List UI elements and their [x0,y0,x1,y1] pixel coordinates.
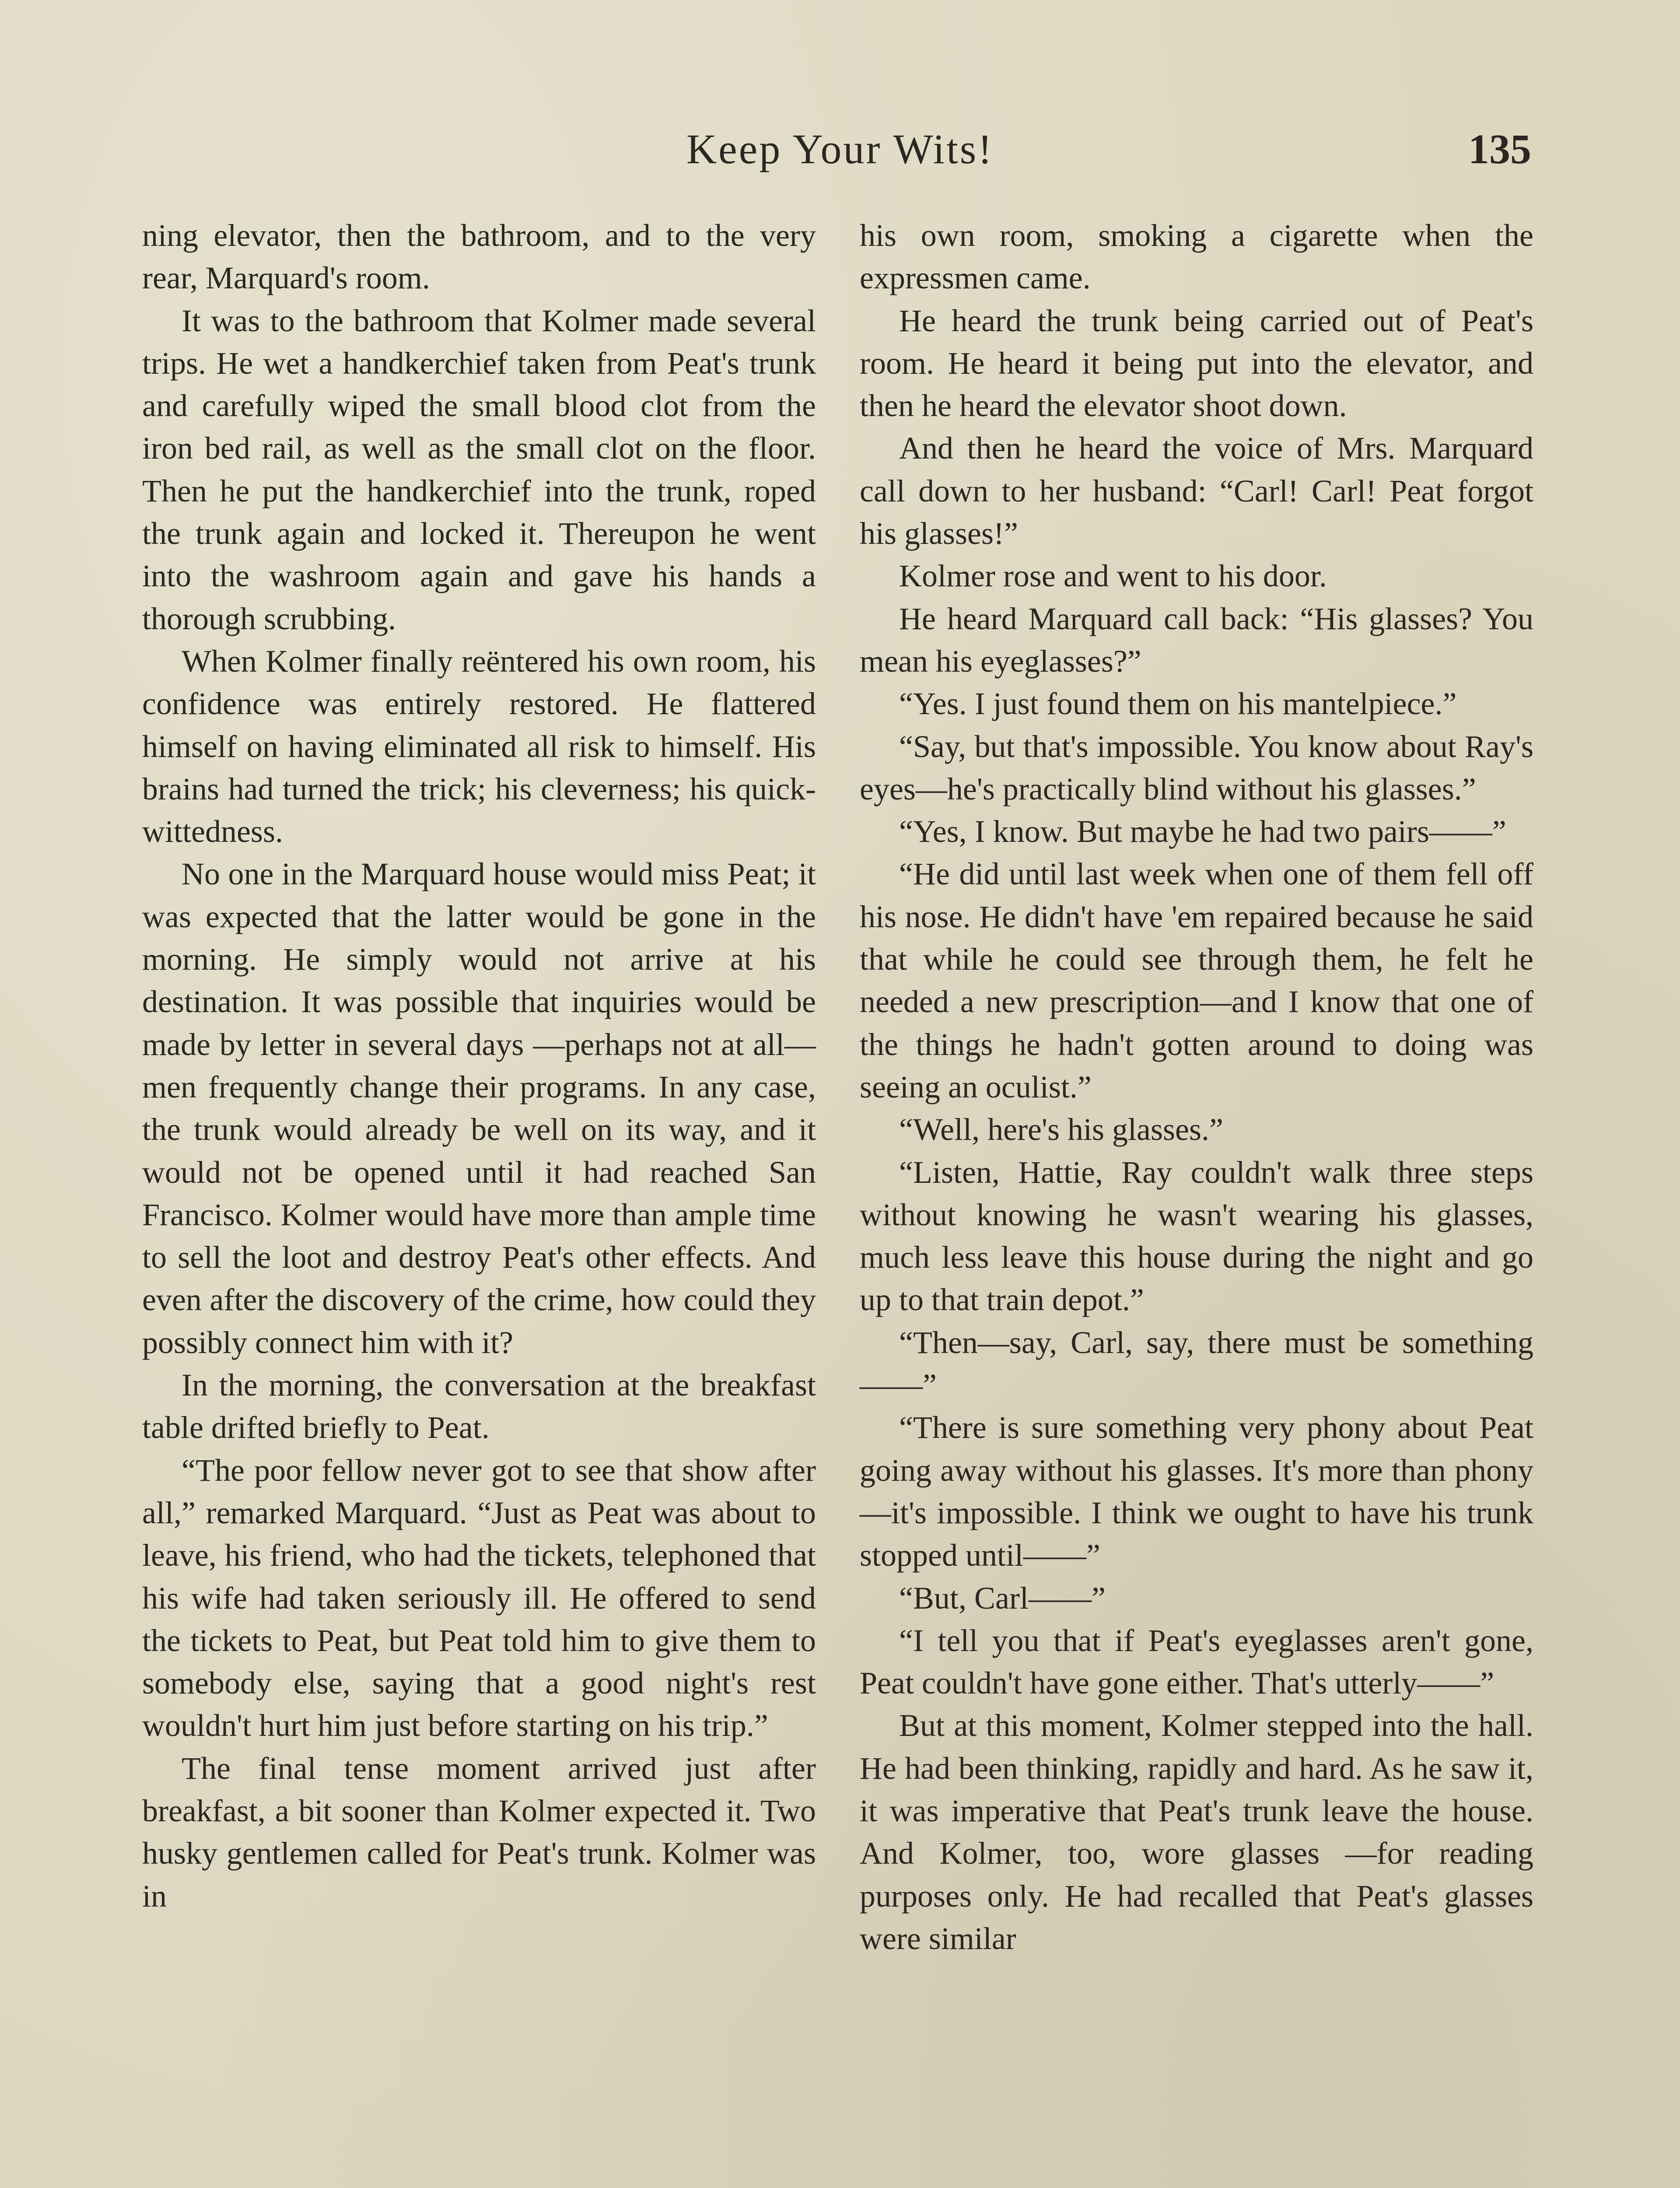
page-number: 135 [1468,126,1531,172]
paragraph: “He did until last week when one of them fell off his nose. He didn't have 'em repaired because he said that while he could see through them, he felt he needed a new prescription—and I know that one of the things he hadn't gotten around to doing was seeing an oculist.” [860,856,1533,1105]
paragraph: No one in the Marquard house would miss Peat; it was expected that the latter would be gone in the morning. He simply would not arrive at his destination. It was possible that inquiries would be made by letter in several days —perhaps not at all—men frequently change their programs. In any case, the trunk would already be well on its way, and it would not be opened until it had reached San Francisco. Kolmer would have more than ample time to sell the loot and destroy Peat's other effects. And even after the discovery of the crime, how could they possibly connect him with it? [142,856,816,1360]
paragraph: Kolmer rose and went to his door. [899,558,1327,594]
paragraph: “But, Carl——” [899,1580,1106,1616]
paragraph: He heard the trunk being carried out of Peat's room. He heard it being put into the elevator, and then he heard the elevator shoot down. [860,303,1533,424]
running-title: Keep Your Wits! [686,126,994,172]
page-header [140,125,1540,195]
paragraph: “I tell you that if Peat's eyeglasses aren't gone, Peat couldn't have gone either. That's utterly——” [860,1623,1533,1701]
paragraph: In the morning, the conversation at the breakfast table drifted briefly to Peat. [142,1368,816,1445]
paragraph: He heard Marquard call back: “His glasses? You mean his eyeglasses?” [860,601,1533,679]
paragraph: And then he heard the voice of Mrs. Marquard call down to her husband: “Carl! Carl! Peat forgot his glasses!” [860,431,1533,551]
paragraph: “Well, here's his glasses.” [899,1112,1223,1147]
paragraph: “Say, but that's impossible. You know about Ray's eyes—he's practically blind without his glasses.” [860,729,1533,806]
paragraph: “Yes. I just found them on his mantelpiece.” [899,686,1457,722]
paragraph: When Kolmer finally reëntered his own room, his confidence was entirely restored. He flattered himself on having eliminated all risk to himself. His brains had turned the trick; his cleverness; his quick-wittedness. [142,643,816,849]
paragraph: It was to the bathroom that Kolmer made several trips. He wet a handkerchief taken from Peat's trunk and carefully wiped the small blood clot from the iron bed rail, as well as the small clot on the floor. Then he put the handkerchief into the trunk, roped the trunk again and locked it. Thereupon he went into the washroom again and gave his hands a thorough scrubbing. [142,303,816,636]
paragraph: “There is sure something very phony about Peat going away without his glasses. It's more than phony—it's impossible. I think we ought to have his trunk stopped until——” [860,1410,1533,1573]
paragraph: “The poor fellow never got to see that show after all,” remarked Marquard. “Just as Peat was about to leave, his friend, who had the tickets, telephoned that his wife had taken seriously ill. He offered to send the tickets to Peat, but Peat told him to give them to somebody else, saying that a good night's rest wouldn't hurt him just before starting on his trip.” [142,1452,816,1743]
paragraph: his own room, smoking a cigarette when the expressmen came. [860,218,1533,296]
left-column [142,214,816,1918]
paragraph: But at this moment, Kolmer stepped into the hall. He had been thinking, rapidly and hard. As he saw it, it was imperative that Peat's trunk leave the house. And Kolmer, too, wore glasses —for reading purposes only. He had recalled that Peat's glasses were similar [860,1708,1533,1956]
right-column [860,214,1533,1960]
paragraph: “Then—say, Carl, say, there must be something——” [860,1325,1533,1403]
paragraph: “Yes, I know. But maybe he had two pairs——” [899,814,1506,849]
paragraph: “Listen, Hattie, Ray couldn't walk three steps without knowing he wasn't wearing his glasses, much less leave this house during the night and go up to that train depot.” [860,1154,1533,1318]
paragraph: The final tense moment arrived just after breakfast, a bit sooner than Kolmer expected it. Two husky gentlemen called for Peat's trunk. Kolmer was in [142,1750,816,1914]
paragraph: ning elevator, then the bathroom, and to the very rear, Marquard's room. [142,218,816,296]
